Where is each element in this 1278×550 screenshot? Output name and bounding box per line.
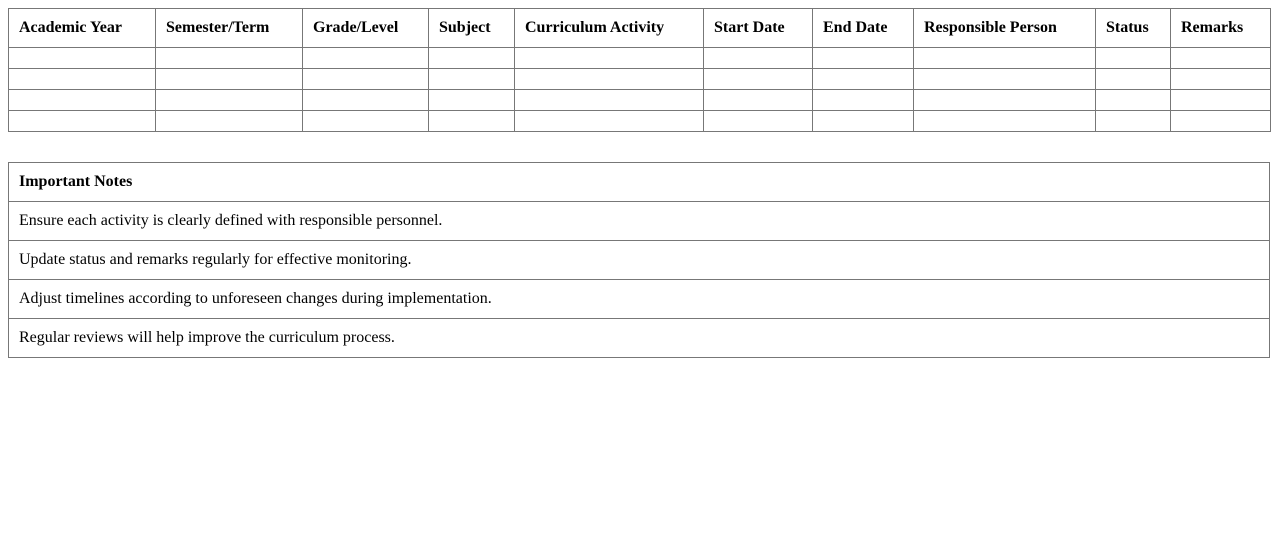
table-cell[interactable] bbox=[515, 90, 704, 111]
table-cell[interactable] bbox=[813, 90, 914, 111]
table-cell[interactable] bbox=[429, 90, 515, 111]
table-cell[interactable] bbox=[704, 111, 813, 132]
table-cell[interactable] bbox=[515, 111, 704, 132]
header-semester-term: Semester/Term bbox=[156, 9, 303, 48]
note-item: Adjust timelines according to unforeseen changes during implementation. bbox=[9, 280, 1270, 319]
table-cell[interactable] bbox=[1171, 48, 1271, 69]
notes-title: Important Notes bbox=[9, 163, 1270, 202]
table-cell[interactable] bbox=[156, 48, 303, 69]
curriculum-plan-table bbox=[8, 8, 1271, 132]
table-cell[interactable] bbox=[303, 48, 429, 69]
table-cell[interactable] bbox=[813, 69, 914, 90]
table-cell[interactable] bbox=[1171, 90, 1271, 111]
table-header-row bbox=[9, 9, 1271, 48]
table-cell[interactable] bbox=[515, 48, 704, 69]
header-responsible-person: Responsible Person bbox=[914, 9, 1096, 48]
important-notes-table bbox=[8, 162, 1270, 358]
table-cell[interactable] bbox=[156, 69, 303, 90]
table-cell[interactable] bbox=[813, 48, 914, 69]
table-cell[interactable] bbox=[429, 48, 515, 69]
table-cell[interactable] bbox=[914, 90, 1096, 111]
table-cell[interactable] bbox=[914, 69, 1096, 90]
header-curriculum-activity: Curriculum Activity bbox=[515, 9, 704, 48]
table-cell[interactable] bbox=[914, 48, 1096, 69]
table-cell[interactable] bbox=[1096, 69, 1171, 90]
table-cell[interactable] bbox=[156, 111, 303, 132]
table-cell[interactable] bbox=[429, 111, 515, 132]
table-row bbox=[9, 69, 1271, 90]
table-cell[interactable] bbox=[1171, 111, 1271, 132]
header-end-date: End Date bbox=[813, 9, 914, 48]
table-cell[interactable] bbox=[9, 48, 156, 69]
header-subject: Subject bbox=[429, 9, 515, 48]
table-cell[interactable] bbox=[1096, 90, 1171, 111]
table-cell[interactable] bbox=[429, 69, 515, 90]
table-cell[interactable] bbox=[704, 90, 813, 111]
table-cell[interactable] bbox=[914, 111, 1096, 132]
table-row bbox=[9, 90, 1271, 111]
header-status: Status bbox=[1096, 9, 1171, 48]
table-cell[interactable] bbox=[303, 111, 429, 132]
table-cell[interactable] bbox=[303, 69, 429, 90]
header-remarks: Remarks bbox=[1171, 9, 1271, 48]
table-cell[interactable] bbox=[156, 90, 303, 111]
table-cell[interactable] bbox=[1096, 48, 1171, 69]
table-cell[interactable] bbox=[9, 69, 156, 90]
table-cell[interactable] bbox=[1096, 111, 1171, 132]
table-cell[interactable] bbox=[9, 90, 156, 111]
table-cell[interactable] bbox=[704, 48, 813, 69]
header-grade-level: Grade/Level bbox=[303, 9, 429, 48]
table-cell[interactable] bbox=[9, 111, 156, 132]
table-cell[interactable] bbox=[704, 69, 813, 90]
header-academic-year: Academic Year bbox=[9, 9, 156, 48]
note-item: Ensure each activity is clearly defined with responsible personnel. bbox=[9, 202, 1270, 241]
table-cell[interactable] bbox=[1171, 69, 1271, 90]
table-cell[interactable] bbox=[515, 69, 704, 90]
note-item: Regular reviews will help improve the curriculum process. bbox=[9, 319, 1270, 358]
table-row bbox=[9, 48, 1271, 69]
header-start-date: Start Date bbox=[704, 9, 813, 48]
table-cell[interactable] bbox=[303, 90, 429, 111]
table-cell[interactable] bbox=[813, 111, 914, 132]
table-row bbox=[9, 111, 1271, 132]
note-item: Update status and remarks regularly for effective monitoring. bbox=[9, 241, 1270, 280]
